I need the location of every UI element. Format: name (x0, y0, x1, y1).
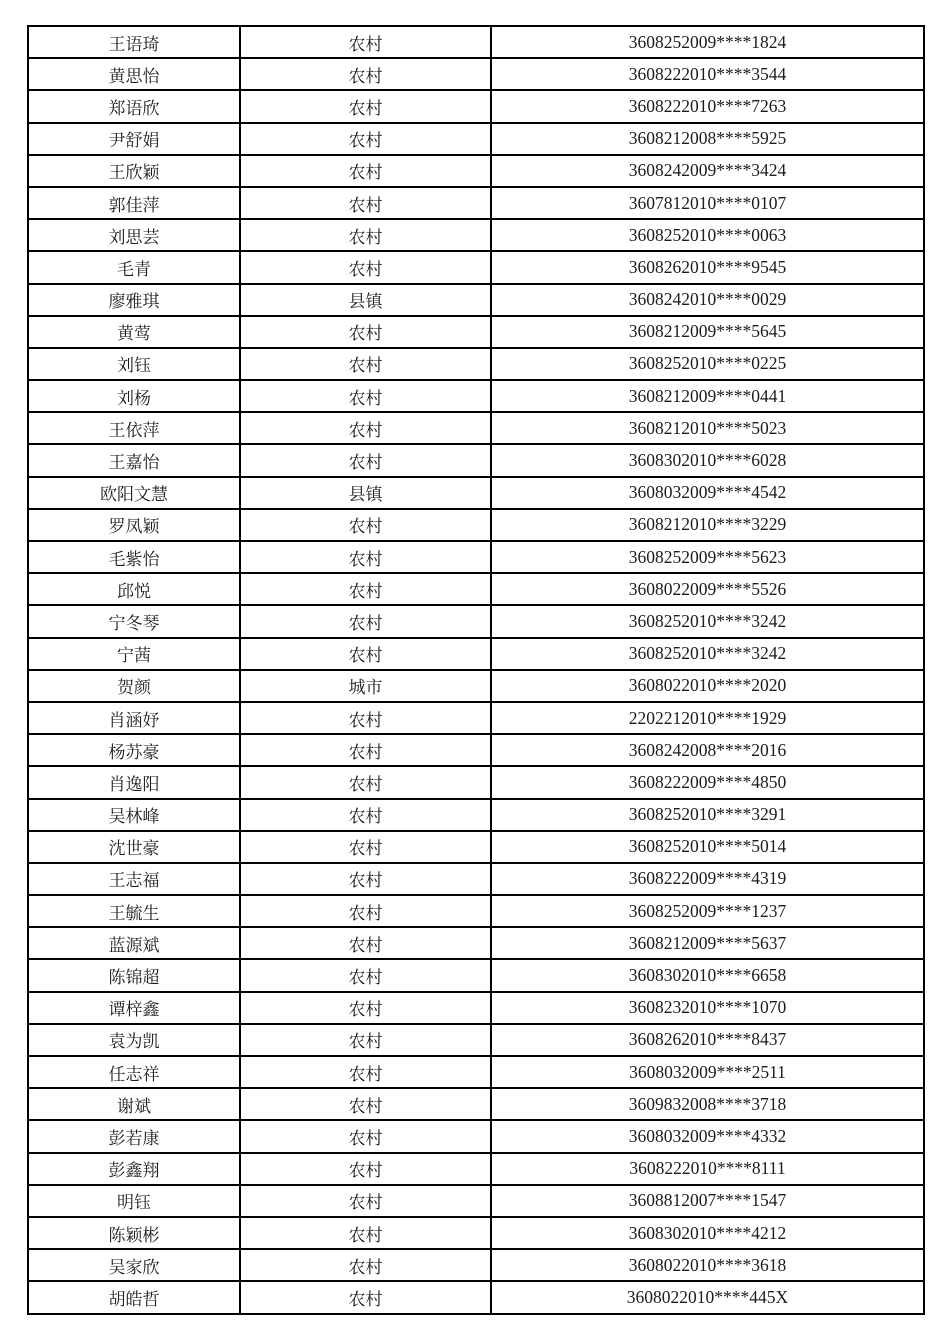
table-row (28, 1153, 924, 1185)
name-cell: 黄莺 (28, 316, 240, 348)
name-cell: 陈颖彬 (28, 1217, 240, 1249)
name-cell: 毛紫怡 (28, 541, 240, 573)
name-cell: 王语琦 (28, 26, 240, 58)
name-cell: 王欣颖 (28, 155, 240, 187)
name-cell: 贺颜 (28, 670, 240, 702)
residence-cell: 农村 (240, 444, 491, 476)
id-cell: 3608032009****4542 (491, 477, 924, 509)
id-cell: 3608252010****3291 (491, 799, 924, 831)
id-cell: 3608302010****4212 (491, 1217, 924, 1249)
id-cell: 3609832008****3718 (491, 1088, 924, 1120)
name-cell: 杨苏豪 (28, 734, 240, 766)
name-cell: 陈锦超 (28, 959, 240, 991)
id-cell: 3608252009****1237 (491, 895, 924, 927)
id-cell: 3608232010****1070 (491, 992, 924, 1024)
id-cell: 3608222009****4850 (491, 766, 924, 798)
table-row (28, 831, 924, 863)
table-row (28, 573, 924, 605)
residence-cell: 农村 (240, 992, 491, 1024)
id-cell: 3608022010****3618 (491, 1249, 924, 1281)
residence-cell: 农村 (240, 638, 491, 670)
name-cell: 毛青 (28, 251, 240, 283)
name-cell: 罗凤颖 (28, 509, 240, 541)
table-row (28, 1024, 924, 1056)
residence-cell: 农村 (240, 1120, 491, 1152)
name-cell: 宁茜 (28, 638, 240, 670)
name-cell: 邱悦 (28, 573, 240, 605)
name-cell: 肖逸阳 (28, 766, 240, 798)
table-row (28, 638, 924, 670)
name-cell: 欧阳文慧 (28, 477, 240, 509)
table-row (28, 412, 924, 444)
id-cell: 3608212009****5637 (491, 927, 924, 959)
residence-cell: 农村 (240, 348, 491, 380)
residence-cell: 农村 (240, 26, 491, 58)
name-cell: 刘杨 (28, 380, 240, 412)
residence-cell: 农村 (240, 1024, 491, 1056)
name-cell: 肖涵妤 (28, 702, 240, 734)
table-row (28, 1281, 924, 1313)
table-row (28, 992, 924, 1024)
residence-cell: 农村 (240, 90, 491, 122)
id-cell: 3608252010****3242 (491, 638, 924, 670)
table-row (28, 284, 924, 316)
table-row (28, 863, 924, 895)
id-cell: 3608212010****3229 (491, 509, 924, 541)
id-cell: 3608212009****0441 (491, 380, 924, 412)
id-cell: 3608022010****2020 (491, 670, 924, 702)
table-row (28, 1056, 924, 1088)
table-row (28, 799, 924, 831)
table-row (28, 316, 924, 348)
name-cell: 胡皓哲 (28, 1281, 240, 1313)
table-row (28, 670, 924, 702)
id-cell: 3608252010****5014 (491, 831, 924, 863)
residence-cell: 农村 (240, 541, 491, 573)
residence-cell: 农村 (240, 509, 491, 541)
name-cell: 彭若康 (28, 1120, 240, 1152)
name-cell: 任志祥 (28, 1056, 240, 1088)
records-table-body (28, 26, 924, 1314)
id-cell: 3608222009****4319 (491, 863, 924, 895)
residence-cell: 农村 (240, 1153, 491, 1185)
table-row (28, 1249, 924, 1281)
id-cell: 3608032009****4332 (491, 1120, 924, 1152)
name-cell: 谭梓鑫 (28, 992, 240, 1024)
residence-cell: 农村 (240, 187, 491, 219)
residence-cell: 农村 (240, 316, 491, 348)
residence-cell: 农村 (240, 1185, 491, 1217)
table-row (28, 734, 924, 766)
id-cell: 2202212010****1929 (491, 702, 924, 734)
name-cell: 谢斌 (28, 1088, 240, 1120)
table-row (28, 605, 924, 637)
residence-cell: 农村 (240, 123, 491, 155)
id-cell: 3608222010****8111 (491, 1153, 924, 1185)
residence-cell: 城市 (240, 670, 491, 702)
table-row (28, 187, 924, 219)
residence-cell: 农村 (240, 734, 491, 766)
name-cell: 蓝源斌 (28, 927, 240, 959)
residence-cell: 农村 (240, 1281, 491, 1313)
table-row (28, 348, 924, 380)
id-cell: 3607812010****0107 (491, 187, 924, 219)
table-row (28, 766, 924, 798)
residence-cell: 农村 (240, 1249, 491, 1281)
name-cell: 王依萍 (28, 412, 240, 444)
residence-cell: 农村 (240, 155, 491, 187)
residence-cell: 县镇 (240, 284, 491, 316)
table-row (28, 1088, 924, 1120)
id-cell: 3608242009****3424 (491, 155, 924, 187)
residence-cell: 农村 (240, 58, 491, 90)
id-cell: 3608262010****8437 (491, 1024, 924, 1056)
name-cell: 尹舒娟 (28, 123, 240, 155)
id-cell: 3608242008****2016 (491, 734, 924, 766)
residence-cell: 县镇 (240, 477, 491, 509)
table-row (28, 959, 924, 991)
table-row (28, 509, 924, 541)
id-cell: 3608022009****5526 (491, 573, 924, 605)
id-cell: 3608252009****5623 (491, 541, 924, 573)
residence-cell: 农村 (240, 219, 491, 251)
name-cell: 明钰 (28, 1185, 240, 1217)
id-cell: 3608022010****445X (491, 1281, 924, 1313)
residence-cell: 农村 (240, 959, 491, 991)
residence-cell: 农村 (240, 927, 491, 959)
residence-cell: 农村 (240, 605, 491, 637)
id-cell: 3608222010****3544 (491, 58, 924, 90)
residence-cell: 农村 (240, 380, 491, 412)
table-row (28, 251, 924, 283)
name-cell: 黄思怡 (28, 58, 240, 90)
table-row (28, 90, 924, 122)
table-row (28, 1217, 924, 1249)
residence-cell: 农村 (240, 863, 491, 895)
table-row (28, 380, 924, 412)
table-row (28, 477, 924, 509)
id-cell: 3608302010****6028 (491, 444, 924, 476)
residence-cell: 农村 (240, 251, 491, 283)
name-cell: 廖雅琪 (28, 284, 240, 316)
name-cell: 吴林峰 (28, 799, 240, 831)
table-row (28, 155, 924, 187)
name-cell: 彭鑫翔 (28, 1153, 240, 1185)
id-cell: 3608252010****0225 (491, 348, 924, 380)
residence-cell: 农村 (240, 766, 491, 798)
id-cell: 3608252010****3242 (491, 605, 924, 637)
name-cell: 王毓生 (28, 895, 240, 927)
id-cell: 3608212008****5925 (491, 123, 924, 155)
residence-cell: 农村 (240, 702, 491, 734)
id-cell: 3608032009****2511 (491, 1056, 924, 1088)
table-row (28, 219, 924, 251)
records-table (27, 25, 925, 1315)
name-cell: 郭佳萍 (28, 187, 240, 219)
name-cell: 刘钰 (28, 348, 240, 380)
table-row (28, 541, 924, 573)
id-cell: 3608812007****1547 (491, 1185, 924, 1217)
residence-cell: 农村 (240, 831, 491, 863)
table-row (28, 123, 924, 155)
name-cell: 吴家欣 (28, 1249, 240, 1281)
name-cell: 王嘉怡 (28, 444, 240, 476)
id-cell: 3608242010****0029 (491, 284, 924, 316)
name-cell: 王志福 (28, 863, 240, 895)
residence-cell: 农村 (240, 799, 491, 831)
id-cell: 3608222010****7263 (491, 90, 924, 122)
id-cell: 3608252010****0063 (491, 219, 924, 251)
residence-cell: 农村 (240, 895, 491, 927)
id-cell: 3608212010****5023 (491, 412, 924, 444)
name-cell: 郑语欣 (28, 90, 240, 122)
id-cell: 3608302010****6658 (491, 959, 924, 991)
id-cell: 3608212009****5645 (491, 316, 924, 348)
id-cell: 3608262010****9545 (491, 251, 924, 283)
table-row (28, 444, 924, 476)
table-row (28, 1185, 924, 1217)
residence-cell: 农村 (240, 412, 491, 444)
table-row (28, 26, 924, 58)
residence-cell: 农村 (240, 1056, 491, 1088)
name-cell: 沈世豪 (28, 831, 240, 863)
id-cell: 3608252009****1824 (491, 26, 924, 58)
table-row (28, 927, 924, 959)
name-cell: 袁为凯 (28, 1024, 240, 1056)
table-row (28, 1120, 924, 1152)
table-row (28, 702, 924, 734)
table-row (28, 895, 924, 927)
table-row (28, 58, 924, 90)
residence-cell: 农村 (240, 1088, 491, 1120)
residence-cell: 农村 (240, 573, 491, 605)
residence-cell: 农村 (240, 1217, 491, 1249)
name-cell: 刘思芸 (28, 219, 240, 251)
name-cell: 宁冬琴 (28, 605, 240, 637)
